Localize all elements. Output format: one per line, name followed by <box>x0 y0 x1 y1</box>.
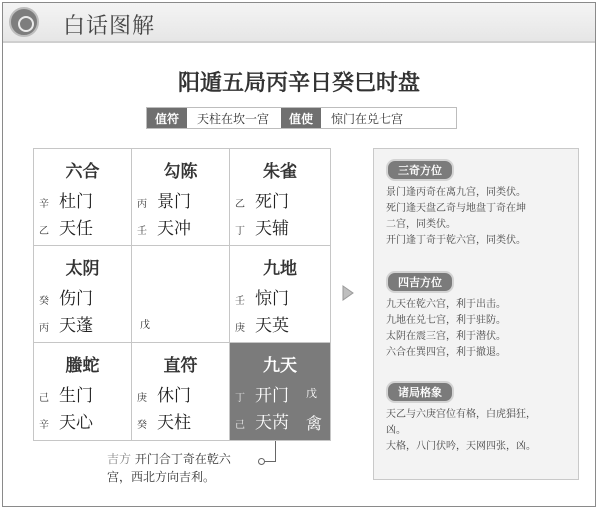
palace-stem: 壬 <box>235 296 245 307</box>
section-line: 六合在巽四宫，利于撤退。 <box>386 347 506 358</box>
palace-extra-stem: 戊 <box>306 387 317 400</box>
section-text-sanqi <box>386 185 572 249</box>
palace-stem: 庚 <box>137 393 147 404</box>
palace-stem: 癸 <box>39 296 49 307</box>
palace-door: 景门 <box>157 192 191 212</box>
explanation-panel <box>373 148 579 480</box>
palace-door: 伤门 <box>59 289 93 309</box>
palace-stem: 辛 <box>39 420 49 431</box>
palace-god: 螣蛇 <box>65 356 100 376</box>
zhishi-value: 惊门在兑七宫 <box>321 108 415 128</box>
note-lead: 吉方 <box>107 452 132 466</box>
section-text-siji <box>386 297 572 361</box>
page-title: 阳遁五局丙辛日癸巳时盘 <box>177 71 420 96</box>
section-label-geju: 诸局格象 <box>386 381 454 403</box>
palace-door: 开门 <box>255 386 289 406</box>
section-line: 大格，八门伏吟，天网四张，凶。 <box>386 441 536 452</box>
palace-qian-6 <box>230 343 330 440</box>
palace-extra-star: 禽 <box>306 414 323 433</box>
palace-god: 朱雀 <box>263 162 297 182</box>
palace-god: 九地 <box>263 259 297 279</box>
section-line: 太阴在震三宫，利于潜伏。 <box>386 331 506 342</box>
palace-stem: 丁 <box>235 226 245 237</box>
palace-door: 死门 <box>255 192 289 212</box>
section-line: 凶。 <box>386 425 406 436</box>
palace-stem: 癸 <box>137 420 147 431</box>
zhifu-label: 值符 <box>147 108 187 128</box>
note-line-1: 开门合丁奇在乾六 <box>134 452 231 466</box>
palace-star: 天辅 <box>255 219 289 239</box>
palace-gen-8 <box>34 343 132 440</box>
palace-door: 休门 <box>157 386 191 406</box>
palace-kan-1 <box>132 343 230 440</box>
zhifu-zhishi-bar <box>146 107 457 129</box>
palace-god: 九天 <box>263 356 297 376</box>
palace-star: 天任 <box>59 219 93 239</box>
palace-stem: 壬 <box>137 226 147 237</box>
palace-dui-7 <box>230 246 330 343</box>
page-frame <box>2 2 596 507</box>
palace-door: 惊门 <box>255 289 289 309</box>
palace-center-5 <box>132 246 230 343</box>
palace-stem: 辛 <box>39 199 49 210</box>
section-line: 九地在兑七宫，利于驻防。 <box>386 315 506 326</box>
palace-grid <box>33 148 331 441</box>
palace-xun-4 <box>34 149 132 246</box>
section-text-geju <box>386 407 572 455</box>
palace-god: 太阴 <box>65 259 100 279</box>
palace-stem: 丙 <box>137 199 147 210</box>
palace-stem: 丁 <box>235 393 245 404</box>
section-line: 九天在乾六宫，利于出击。 <box>386 299 506 310</box>
palace-kun-2 <box>230 149 330 246</box>
logo-icon <box>9 7 39 37</box>
palace-star: 天芮 <box>255 413 289 433</box>
palace-li-9 <box>132 149 230 246</box>
palace-stem: 丙 <box>39 323 49 334</box>
note-line-2: 宫，西北方向吉利。 <box>107 470 216 484</box>
note-dot-icon <box>258 458 265 465</box>
section-line: 开门逢丁奇于乾六宫，同类伏。 <box>386 235 526 246</box>
palace-door: 生门 <box>59 386 93 406</box>
header-bar <box>3 3 595 43</box>
palace-god: 直符 <box>163 356 198 376</box>
palace-stem: 己 <box>235 420 245 431</box>
palace-star: 天柱 <box>157 413 191 433</box>
palace-stem: 庚 <box>235 323 245 334</box>
palace-stem: 乙 <box>39 226 49 237</box>
zhifu-value: 天柱在坎一宫 <box>187 108 281 128</box>
palace-star: 天蓬 <box>59 316 93 336</box>
arrow-right-icon <box>341 284 355 302</box>
palace-star: 天心 <box>59 413 93 433</box>
auspicious-note <box>107 450 231 486</box>
section-line: 二宫，同类伏。 <box>386 219 456 230</box>
palace-zhen-3 <box>34 246 132 343</box>
header-title: 白话图解 <box>63 14 156 39</box>
section-line: 天乙与六庚宫位有格，白虎猖狂， <box>386 409 536 420</box>
section-label-siji: 四吉方位 <box>386 271 454 293</box>
palace-star: 天冲 <box>157 219 191 239</box>
zhishi-label: 值使 <box>281 108 321 128</box>
palace-god: 勾陈 <box>163 162 198 182</box>
palace-god: 六合 <box>65 162 100 182</box>
palace-star: 天英 <box>255 316 289 336</box>
section-line: 死门逢天盘乙奇与地盘丁奇在坤 <box>386 203 526 214</box>
palace-stem: 己 <box>39 393 49 404</box>
center-stem: 戊 <box>140 320 150 331</box>
palace-door: 杜门 <box>59 192 93 212</box>
palace-stem: 乙 <box>235 199 245 210</box>
section-label-sanqi: 三奇方位 <box>386 159 454 181</box>
section-line: 景门逢丙奇在离九宫，同类伏。 <box>386 187 526 198</box>
